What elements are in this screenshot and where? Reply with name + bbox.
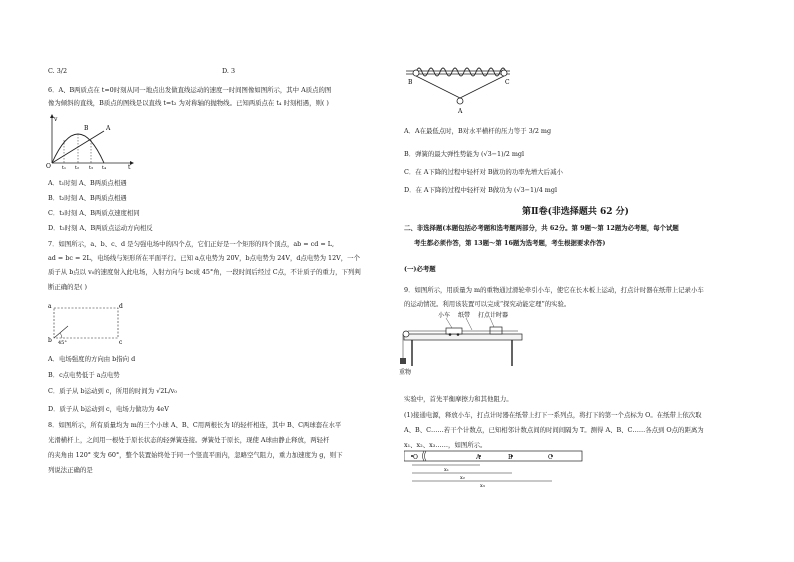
tape-strip [404,451,582,461]
q6-option-d: D．t₂时刻 A、B两质点运动方向相反 [48,224,153,232]
q7-stem-line4: 断正确的是( ) [48,283,87,291]
q7-stem-line3: 质子从 b点以 v₀的速度射入此电场，入射方向与 bc成 45°角，一段时间后经过 C点，不计质子的重力，下列判 [48,268,361,276]
label-t1: t₁ [62,165,67,169]
label-v: v [54,116,58,123]
label-timer: 打点计时器 [478,312,509,319]
label-t: t [128,164,131,169]
point-a: a [48,303,52,310]
q9-paper-tape-figure [404,449,586,489]
label-cart: 小车 [438,312,451,319]
tape-label-o: O [413,454,418,461]
q9-line6: x₁、x₂、x₃……，如图所示。 [404,441,487,449]
rod-ab [416,76,460,98]
q9-apparatus-figure [398,308,528,384]
label-b: B [84,125,89,132]
prev-option-c: C. 3/2 [48,67,68,75]
rectangle-abcd [54,308,118,338]
q6-stem-line1: 6．A、B两质点在 t=0时刻从同一地点出发做直线运动的速度一时间图像如图所示，其中 A质点的图 [48,86,332,94]
q9-stem-line1: 9．如图所示，用质量为 m的重物通过滑轮牵引小车，使它在长木板上运动，打点计时器在纸带上记录小车 [404,286,704,294]
label-t4: t₄ [102,165,107,169]
tape-label-c: C [548,454,553,461]
long-board [404,334,522,340]
pulley [403,331,409,337]
cart-wheel-right [457,333,460,336]
weight [400,358,406,364]
timer [490,327,502,334]
q8-option-a: A．A在最低点时，B对水平横杆的压力等于 3/2 mg [404,127,552,135]
label-t2: t₂ [75,165,80,169]
q6-vt-graph [44,113,136,169]
dim-label-x3: x₃ [480,483,485,489]
point-d: d [119,303,123,310]
q8-stem-line1: 8．如图所示，所有质量均为 m的三个小球 A、B、C用两根长为 l的轻杆相连，其中 B、C两球套在水平 [48,421,342,429]
q7-option-c: C．质子从 b运动到 c，所用的时间为 √2L/v₀ [48,387,177,395]
prev-option-d: D. 3 [222,67,236,75]
q7-option-a: A．电场强度的方向由 b指向 d [48,355,136,363]
section-2-title: 第Ⅱ卷(非选择题共 62 分) [522,207,629,217]
q7-stem-line2: ad = bc = 2L，电场线与矩形所在平面平行。已知 a点电势为 20V，b点电势为 24V，d点电势为 12V，一个 [48,254,360,262]
label-c: C [505,79,510,86]
leader-timer [490,318,494,327]
tape-label-a: A [476,454,481,461]
q6-option-c: C．t₃时刻 A、B两质点速度相同 [48,209,140,217]
leader-cart [446,318,452,328]
part2-instructions-line1: 二、非选择题(本题包括必考题和选考题两部分，共 62分。第 9题～第 12题为必考题，每个试题 [404,224,679,232]
angle-arc [60,333,62,338]
label-b: B [408,79,413,86]
q8-option-c: C．在 A下降的过程中轻杆对 B做功的功率先增大后减小 [404,168,563,176]
cart-wheel-left [449,333,452,336]
dim-label-x1: x₁ [444,467,449,473]
q8-stem-line4: 列说法正确的是 [48,466,93,474]
point-c: c [119,339,123,346]
point-b: b [48,337,52,344]
q8-option-d: D．在 A下降的过程中轻杆对 B做功为 (√3−1)/4 mgl [404,186,557,194]
angle-label: 45° [58,340,67,346]
ball-c [501,70,507,76]
cart [446,328,462,334]
leader-tape [466,318,472,330]
t-axis-arrow [130,161,134,165]
q9-line5: A、B、C……若干个计数点，已知相邻计数点间的时间间隔为 T。测得 A、B、C……各点到 O点的距离为 [404,426,704,434]
q6-stem-line2: 像为倾斜的直线，B质点的图线是以直线 t=t₂ 为对称轴的抛物线。已知两质点在 t₄ 时刻相遇，则( ) [48,99,329,107]
q8-stem-line2: 光滑横杆上，之间用一根处于原长状态的轻弹簧连接。弹簧处于原长，现使 A球由静止释放，两轻杆 [48,436,330,444]
part2-instructions-line2: 考生都必须作答，第 13题～第 16题为选考题，考生根据要求作答) [414,239,606,247]
ball-b [413,70,419,76]
q9-line3: 实验中，首先平衡摩擦力和其他阻力。 [404,395,513,403]
rod-ac [460,76,504,98]
spring [416,68,506,76]
q8-stem-line3: 的夹角由 120° 变为 60°，整个装置始终处于同一个竖直平面内，忽略空气阻力，重力加速度为 g，则下 [48,451,343,459]
velocity-direction [54,326,68,338]
ball-a [457,98,463,104]
required-questions-header: (一)必考题 [404,265,436,273]
label-t3: t₃ [89,165,94,169]
q7-rectangle-figure [44,300,128,348]
q9-line4: (1)接通电源，释放小车，打点计时器在纸带上打下一系列点，将打下的第一个点标为 O。在纸带上依次取 [404,411,702,419]
q8-option-b: B．弹簧的最大弹性势能为 (√3−1)/2 mgl [404,150,525,158]
q7-option-d: D．质子从 b运动到 c，电场力做功为 4eV [48,405,169,413]
label-tape: 纸带 [458,312,471,319]
q9-stem-line2: 的运动情况。利用该装置可以完成“探究动能定理”的实验。 [404,300,571,308]
label-a: A [106,125,111,132]
label-a: A [458,108,463,115]
label-weight: 重物 [399,369,412,376]
dim-label-x2: x₂ [460,475,465,481]
q6-option-b: B．t₂时刻 A、B两质点相遇 [48,194,127,202]
label-o: O [46,163,51,169]
q8-spring-figure [404,64,514,116]
tape-label-b: B [508,454,513,461]
q6-option-a: A．t₁时刻 A、B两质点相遇 [48,179,127,187]
q7-stem-line1: 7．如图所示，a、b、c、d 是匀强电场中的四个点，它们正好是一个矩形的四个顶点，ab = cd = L, [48,240,335,248]
q7-option-b: B．c点电势低于 a点电势 [48,371,120,379]
